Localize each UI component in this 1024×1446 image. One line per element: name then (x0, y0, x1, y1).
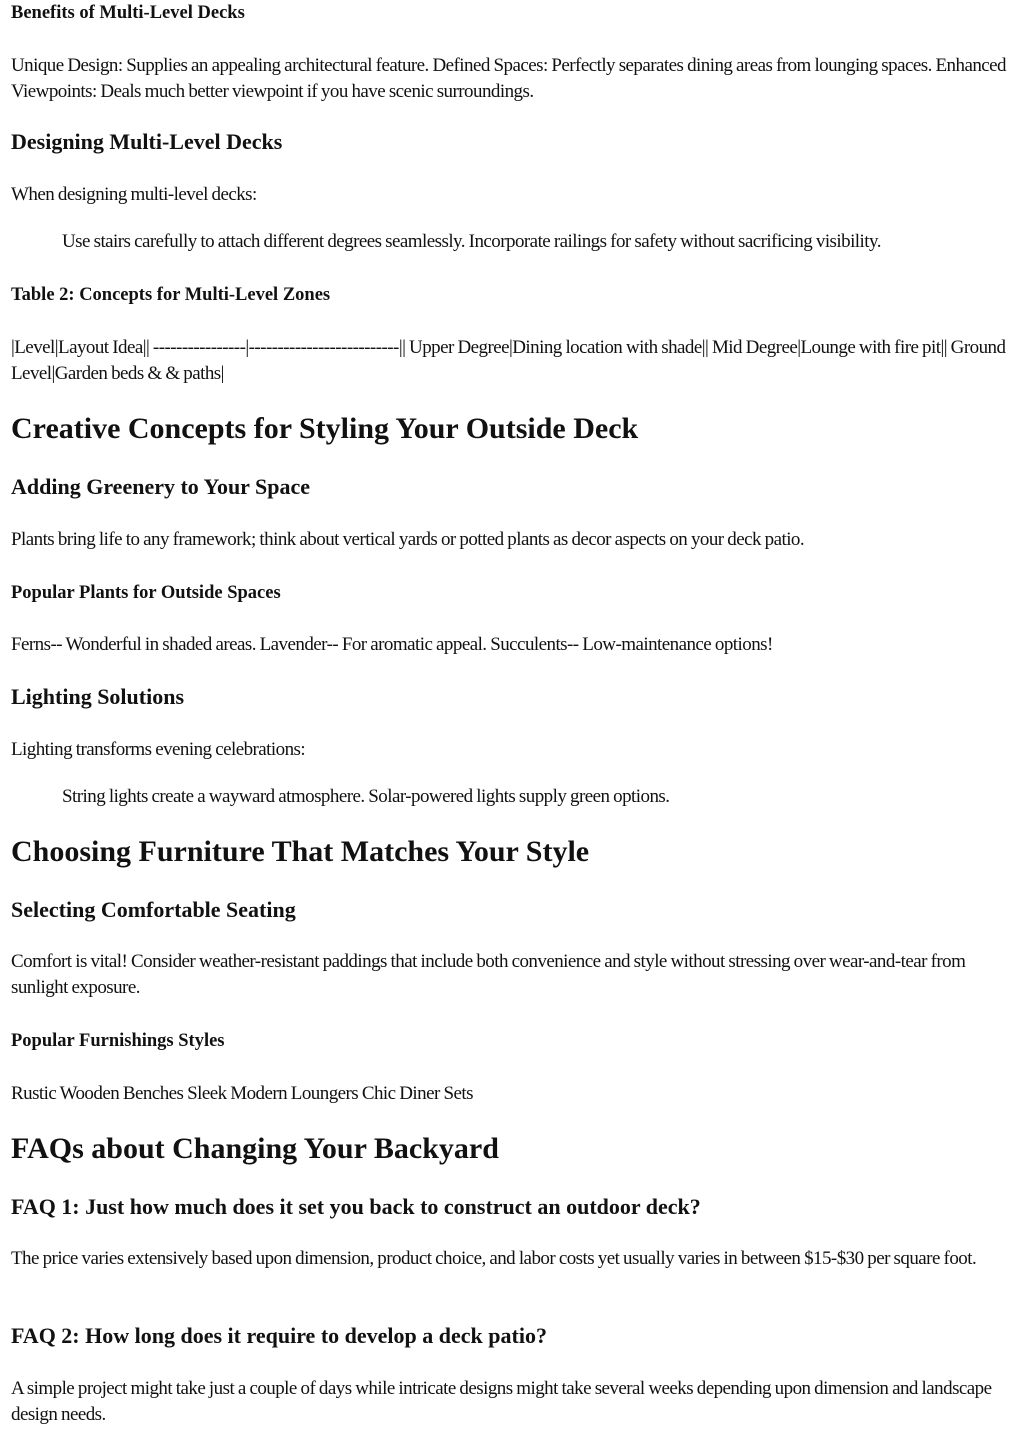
creative-heading: Creative Concepts for Styling Your Outside Deck (11, 412, 639, 445)
benefits-paragraph: Unique Design: Supplies an appealing architectural feature. Defined Spaces: Perfectly separates dining areas from lounging spaces. Enhanced Viewpoints: Deals much better viewpoint if you have scenic surroundings. (11, 55, 1006, 102)
plants-heading: Popular Plants for Outside Spaces (11, 583, 281, 603)
furnishings-paragraph: Rustic Wooden Benches Sleek Modern Loungers Chic Diner Sets (11, 1083, 473, 1104)
seating-heading: Selecting Comfortable Seating (11, 897, 296, 922)
greenery-paragraph: Plants bring life to any framework; think about vertical yards or potted plants as decor aspects on your deck patio. (11, 529, 805, 550)
lighting-list: String lights create a wayward atmosphere. Solar-powered lights supply green options. (62, 786, 670, 807)
plants-paragraph: Ferns-- Wonderful in shaded areas. Lavender-- For aromatic appeal. Succulents-- Low-maintenance options! (11, 634, 773, 655)
designing-list: Use stairs carefully to attach different degrees seamlessly. Incorporate railings for safety without sacrificing visibility. (62, 231, 881, 252)
faq1-heading: FAQ 1: Just how much does it set you back to construct an outdoor deck? (11, 1194, 701, 1219)
table2-text: |Level|Layout Idea|| ----------------|--------------------------|| Upper Degree|Dining location with shade|| Mid Degree|Lounge with fire pit|| Ground Level|Garden beds & & paths| (11, 337, 1006, 384)
furnishings-heading: Popular Furnishings Styles (11, 1031, 225, 1051)
seating-paragraph: Comfort is vital! Consider weather-resistant paddings that include both convenience and style without stressing over wear-and-tear from sunlight exposure. (11, 951, 966, 998)
lighting-intro: Lighting transforms evening celebrations: (11, 739, 306, 760)
faq1-paragraph: The price varies extensively based upon dimension, product choice, and labor costs yet usually varies in between $15-$30 per square foot. (11, 1248, 977, 1269)
faq2-heading: FAQ 2: How long does it require to develop a deck patio? (11, 1323, 547, 1348)
designing-heading: Designing Multi-Level Decks (11, 129, 283, 154)
faq2-paragraph: A simple project might take just a couple of days while intricate designs might take several weeks depending upon dimension and landscape design needs. (11, 1378, 992, 1425)
faqs-heading: FAQs about Changing Your Backyard (11, 1132, 499, 1165)
designing-intro: When designing multi-level decks: (11, 184, 257, 205)
benefits-heading: Benefits of Multi-Level Decks (11, 3, 245, 23)
lighting-heading: Lighting Solutions (11, 684, 185, 709)
greenery-heading: Adding Greenery to Your Space (11, 474, 311, 499)
furniture-heading: Choosing Furniture That Matches Your Style (11, 835, 590, 868)
table2-heading: Table 2: Concepts for Multi-Level Zones (11, 285, 331, 305)
